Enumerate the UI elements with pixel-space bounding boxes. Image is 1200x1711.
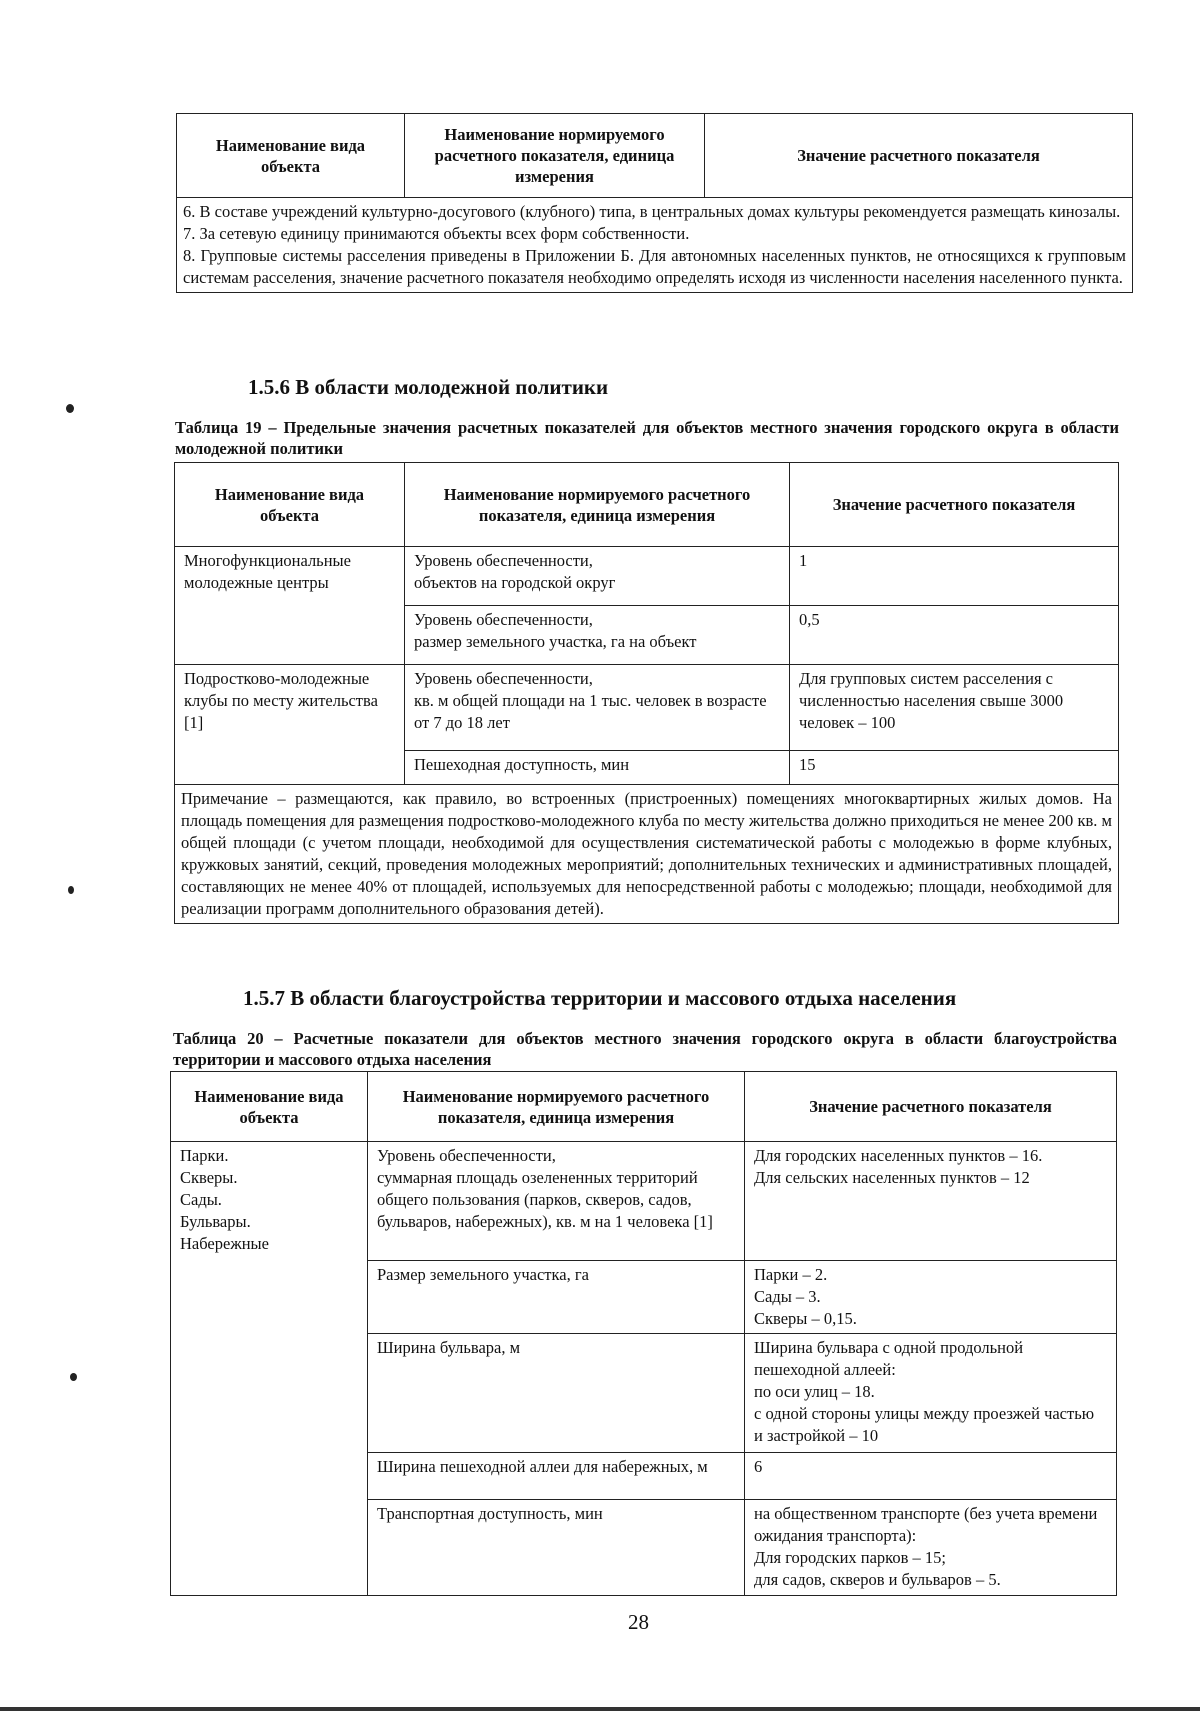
scan-speck [70,1373,77,1381]
object-cell: Многофункциональные молодежные центры [175,547,405,665]
note-item: 6. В составе учреждений культурно-досугового (клубного) типа, в центральных домах культуры рекомендуется размещать кинозалы. [183,202,1121,221]
page-number: 28 [628,1610,649,1634]
header-value: Значение расчетного показателя [705,114,1133,198]
table-20 [170,1071,1117,1596]
notes-cell [177,198,1133,293]
table-20-caption: Таблица 20 – Расчетные показатели для объектов местного значения городского округа в области благоустройства территории и массового отдыха населения [173,1029,1117,1069]
table-row [175,665,1119,751]
note-item: 8. Групповые системы расселения приведены в Приложении Б. Для автономных населенных пунктов, не относящихся к групповым системам расселения, значение расчетного показателя необходимо определять исходя из численности населения населенного пункта. [183,246,1126,287]
header-indicator: Наименование нормируемого расчетного показателя, единица измерения [405,114,705,198]
header-value: Значение расчетного показателя [790,463,1119,547]
section-heading-156: 1.5.6 В области молодежной политики [248,375,609,399]
table-19-caption: Таблица 19 – Предельные значения расчетных показателей для объектов местного значения городского округа в области молодежной политики [175,418,1119,458]
indicator-cell: Уровень обеспеченности, кв. м общей площади на 1 тыс. человек в возрасте от 7 до 18 лет [405,665,790,751]
value-cell: Для городских населенных пунктов – 16. Для сельских населенных пунктов – 12 [745,1142,1117,1261]
table-19 [174,462,1119,924]
continuation-table [176,113,1133,293]
header-object-type: Наименование вида объекта [175,463,405,547]
header-object-type: Наименование вида объекта [171,1072,368,1142]
value-cell: 1 [790,547,1119,606]
table-header-row [171,1072,1117,1142]
value-cell: Для групповых систем расселения с численностью населения свыше 3000 человек – 100 [790,665,1119,751]
indicator-cell: Уровень обеспеченности, суммарная площадь озелененных территорий общего пользования (парков, скверов, садов, бульваров, набережных), кв. м на 1 человека [1] [368,1142,745,1261]
header-indicator: Наименование нормируемого расчетного показателя, единица измерения [405,463,790,547]
notes-row [177,198,1133,293]
value-cell: на общественном транспорте (без учета времени ожидания транспорта): Для городских парков – 15; для садов, скверов и бульваров – 5. [745,1500,1117,1596]
table-row [171,1142,1117,1261]
indicator-cell: Ширина пешеходной аллеи для набережных, м [368,1453,745,1500]
indicator-cell: Ширина бульвара, м [368,1334,745,1453]
indicator-cell: Размер земельного участка, га [368,1261,745,1334]
indicator-cell: Уровень обеспеченности, объектов на городской округ [405,547,790,606]
table-header-row [177,114,1133,198]
object-cell: Подростково-молодежные клубы по месту жительства [1] [175,665,405,785]
indicator-cell: Уровень обеспеченности, размер земельного участка, га на объект [405,606,790,665]
note-item: 7. За сетевую единицу принимаются объекты всех форм собственности. [183,224,690,243]
indicator-cell: Пешеходная доступность, мин [405,751,790,785]
note-row [175,785,1119,924]
value-cell: 6 [745,1453,1117,1500]
value-cell: Ширина бульвара с одной продольной пешеходной аллеей: по оси улиц – 18. с одной стороны улицы между проезжей частью и застройкой – 10 [745,1334,1117,1453]
header-object-type: Наименование вида объекта [177,114,405,198]
scan-edge-line [0,1707,1200,1711]
section-heading-157: 1.5.7 В области благоустройства территории и массового отдыха населения [243,986,957,1010]
scan-speck [66,404,74,413]
table-row [175,547,1119,606]
header-indicator: Наименование нормируемого расчетного показателя, единица измерения [368,1072,745,1142]
value-cell: 0,5 [790,606,1119,665]
header-value: Значение расчетного показателя [745,1072,1117,1142]
object-cell: Парки. Скверы. Сады. Бульвары. Набережные [171,1142,368,1596]
value-cell: Парки – 2. Сады – 3. Скверы – 0,15. [745,1261,1117,1334]
table-19-note: Примечание – размещаются, как правило, во встроенных (пристроенных) помещениях многоквартирных жилых домов. На площадь помещения для размещения подростково-молодежного клуба по месту жительства должно приходиться не менее 200 кв. м общей площади (с учетом площади, необходимой для осуществления систематической работы с молодежью в форме клубных, кружковых занятий, секций, проведения молодежных мероприятий; дополнительных технических и административных площадей, составляющих не менее 40% от площадей, используемых для непосредственной работы с молодежью; площади, необходимой для реализации программ дополнительного образования детей). [175,785,1119,924]
scan-speck [68,886,74,894]
value-cell: 15 [790,751,1119,785]
table-header-row [175,463,1119,547]
indicator-cell: Транспортная доступность, мин [368,1500,745,1596]
